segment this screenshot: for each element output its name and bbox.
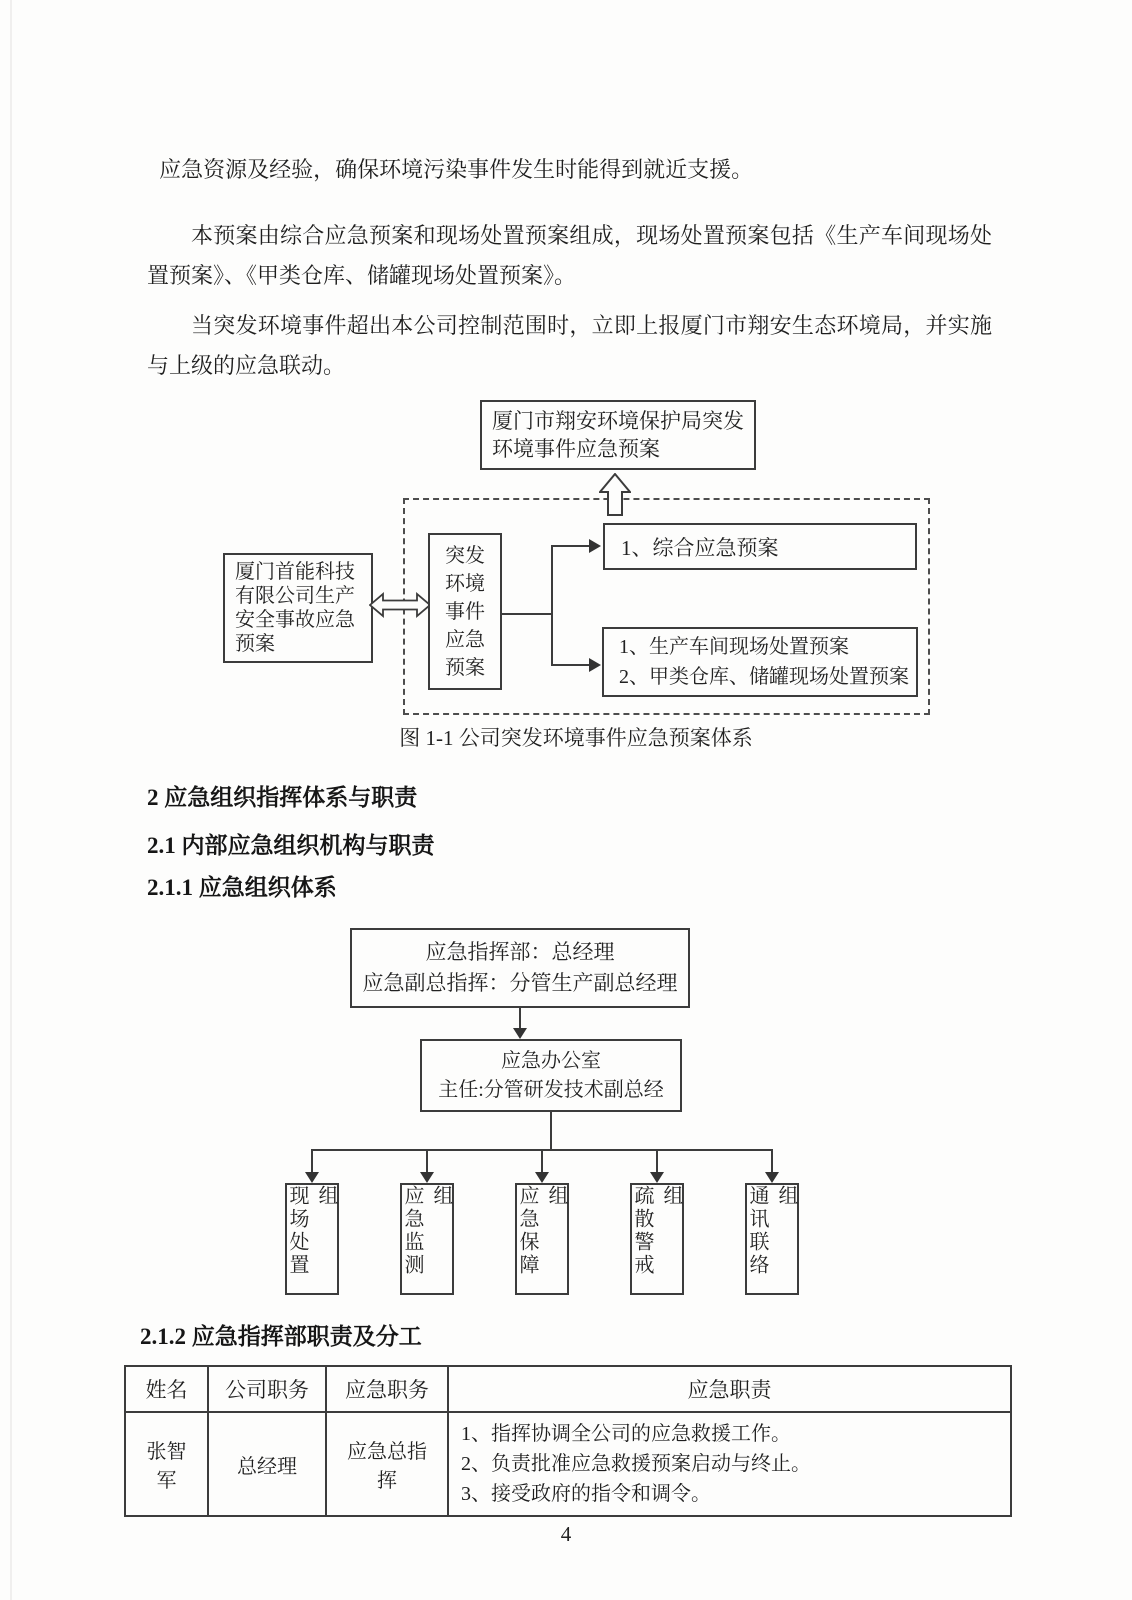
connector-line — [426, 1150, 428, 1172]
up-block-arrow-icon — [599, 473, 631, 516]
onsite-plan-line: 2、甲类仓库、储罐现场处置预案 — [619, 666, 909, 688]
gov-plan-box — [480, 400, 756, 470]
env-plan-line: 突发 — [445, 544, 485, 567]
command-dept-line: 应急副总指挥：分管生产副总经理 — [362, 971, 678, 995]
cell-emergency-role: 应急总指挥 — [326, 1412, 448, 1516]
connector-line — [656, 1150, 658, 1172]
env-plan-line: 事件 — [445, 600, 485, 623]
gov-plan-line: 厦门市翔安环境保护局突发 — [492, 409, 744, 433]
table-row — [125, 1412, 1011, 1516]
connector-line — [551, 664, 590, 666]
company-plan-line: 安全事故应急 — [235, 609, 355, 631]
group-box-onsite-disposal: 现场处置组 — [285, 1183, 339, 1295]
connector-line — [502, 613, 553, 615]
arrow-down-icon — [765, 1172, 779, 1183]
onsite-plan-line: 1、生产车间现场处置预案 — [619, 636, 849, 658]
duty-line: 3、接受政府的指令和调令。 — [461, 1483, 711, 1505]
company-plan-line: 有限公司生产 — [235, 585, 355, 607]
paragraph: 应急资源及经验，确保环境污染事件发生时能得到就近支援。 — [159, 157, 754, 182]
company-plan-line: 预案 — [235, 633, 275, 655]
table-header-name: 姓名 — [125, 1366, 208, 1412]
emergency-office-line: 主任:分管研发技术副总经 — [438, 1078, 664, 1101]
table-header-duties: 应急职责 — [448, 1366, 1011, 1412]
env-plan-line: 应急 — [445, 628, 485, 651]
connector-line — [550, 1112, 552, 1151]
group-box-evacuation-warning: 疏散警戒组 — [630, 1183, 684, 1295]
arrow-down-icon — [420, 1172, 434, 1183]
env-emergency-plan-box — [428, 533, 502, 690]
env-plan-line: 预案 — [445, 656, 485, 679]
duty-line: 2、负责批准应急救援预案启动与终止。 — [461, 1453, 811, 1475]
group-box-monitoring: 应急监测组 — [400, 1183, 454, 1295]
table-header-row — [125, 1366, 1011, 1412]
connector-line — [551, 546, 553, 666]
group-box-support: 应急保障组 — [515, 1183, 569, 1295]
connector-line — [541, 1150, 543, 1172]
duty-table — [124, 1365, 1012, 1517]
connector-line — [551, 545, 590, 547]
arrow-down-icon — [305, 1172, 319, 1183]
figure-caption: 图 1-1 公司突发环境事件应急预案体系 — [399, 726, 753, 750]
table-header-emergency-role: 应急职务 — [326, 1366, 448, 1412]
comprehensive-plan-label: 1、综合应急预案 — [621, 535, 779, 560]
arrow-right-icon — [589, 539, 601, 553]
command-dept-line: 应急指挥部：总经理 — [425, 940, 615, 964]
group-box-communication: 通讯联络组 — [745, 1183, 799, 1295]
env-plan-line: 环境 — [445, 572, 485, 595]
company-plan-box — [223, 553, 373, 663]
command-dept-box — [350, 928, 690, 1008]
section-heading-2: 2 应急组织指挥体系与职责 — [147, 785, 418, 810]
duty-line: 1、指挥协调全公司的应急救援工作。 — [461, 1423, 791, 1445]
arrow-down-icon — [535, 1172, 549, 1183]
arrow-down-icon — [650, 1172, 664, 1183]
comprehensive-plan-box — [603, 523, 917, 570]
onsite-plan-box — [602, 627, 918, 697]
page-number: 4 — [560, 1522, 572, 1546]
connector-line — [519, 1008, 521, 1029]
scan-edge-line — [10, 0, 12, 1600]
arrow-right-icon — [589, 658, 601, 672]
emergency-office-box — [420, 1039, 682, 1112]
paragraph: 当突发环境事件超出本公司控制范围时，立即上报厦门市翔安生态环境局，并实施与上级的应急联动。 — [147, 313, 992, 378]
section-heading-2-1-2: 2.1.2 应急指挥部职责及分工 — [140, 1324, 422, 1349]
arrow-down-icon — [513, 1028, 527, 1039]
emergency-office-line: 应急办公室 — [501, 1049, 601, 1072]
paragraph: 本预案由综合应急预案和现场处置预案组成，现场处置预案包括《生产车间现场处置预案》、《甲类仓库、储罐现场处置预案》。 — [147, 223, 992, 288]
section-heading-2-1-1: 2.1.1 应急组织体系 — [147, 875, 337, 900]
cell-company-role: 总经理 — [208, 1412, 326, 1516]
connector-line — [311, 1150, 313, 1172]
double-arrow-icon — [369, 592, 431, 618]
gov-plan-line: 环境事件应急预案 — [492, 437, 660, 461]
cell-name: 张智军 — [125, 1412, 208, 1516]
table-header-company-role: 公司职务 — [208, 1366, 326, 1412]
section-heading-2-1: 2.1 内部应急组织机构与职责 — [147, 833, 435, 858]
connector-line — [771, 1150, 773, 1172]
cell-duties — [448, 1412, 1011, 1516]
company-plan-line: 厦门首能科技 — [235, 561, 355, 583]
